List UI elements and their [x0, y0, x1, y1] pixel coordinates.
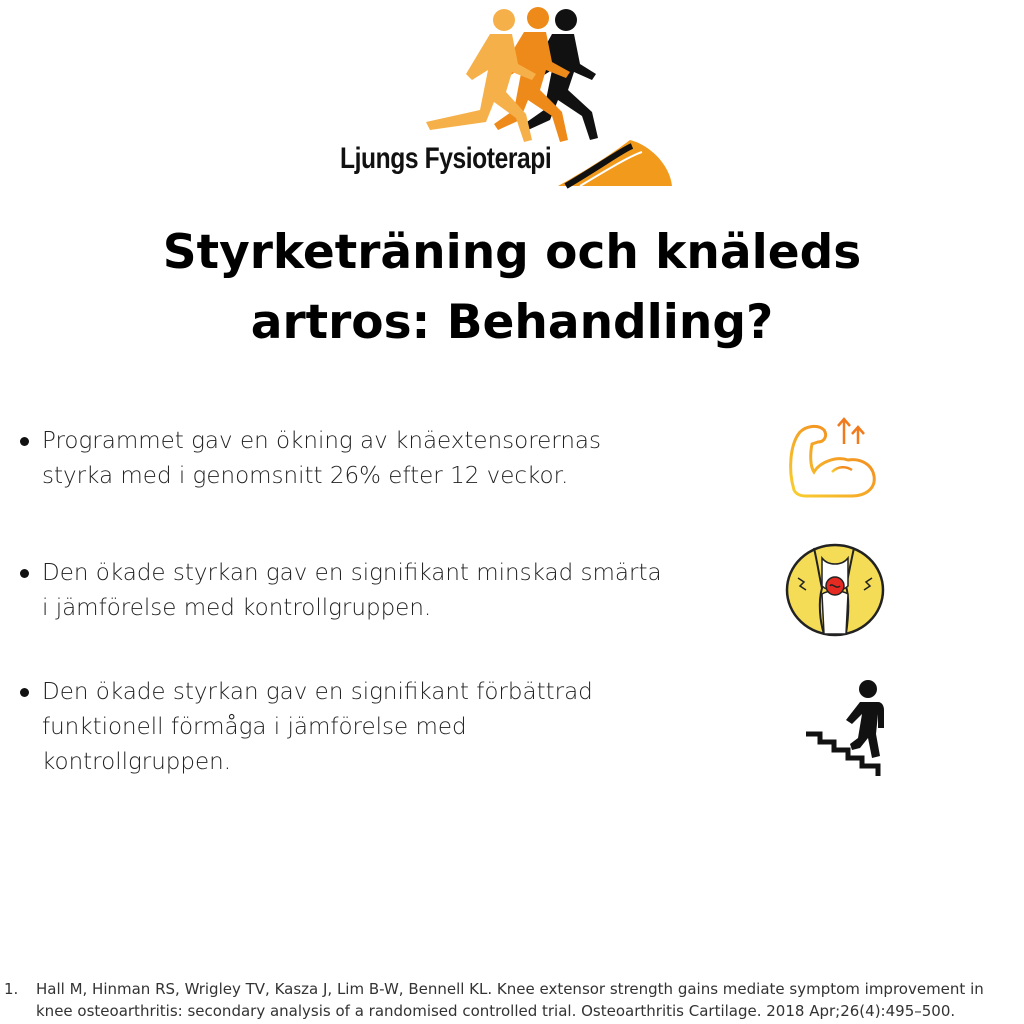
- knee-pain-icon: [784, 542, 886, 642]
- flexed-arm-strength-icon: [786, 414, 878, 504]
- reference-text: Hall M, Hinman RS, Wrigley TV, Kasza J, Lim B-W, Bennell KL. Knee extensor strength gains mediate symptom improvement in knee osteoarthritis: secondary analysis of a randomised controlled trial. Osteoarthritis Cartilage. 2018 Apr;26(4):495–500.: [36, 980, 984, 1020]
- bullet-dot: [20, 437, 29, 446]
- person-climbing-stairs-icon: [802, 678, 888, 782]
- bullet-text: Den ökade styrkan gav en signifikant minskad smärta i jämförelse med kontrollgruppen.: [42, 560, 662, 621]
- logo-text: Ljungs Fysioterapi: [340, 142, 552, 175]
- reference-number: 1.: [4, 980, 19, 998]
- bullet-dot: [20, 569, 29, 578]
- title-line-2: artros: Behandling?: [250, 295, 774, 350]
- logo: [330, 0, 690, 200]
- bullet-text: Den ökade styrkan gav en signifikant förbättrad funktionell förmåga i jämförelse med kontrollgruppen.: [42, 679, 593, 775]
- page-title: [90, 218, 934, 358]
- bullet-dot: [20, 688, 29, 697]
- bullet-text: Programmet gav en ökning av knäextensorernas styrka med i genomsnitt 26% efter 12 veckor.: [42, 428, 602, 489]
- title-line-1: Styrketräning och knäleds: [162, 225, 862, 280]
